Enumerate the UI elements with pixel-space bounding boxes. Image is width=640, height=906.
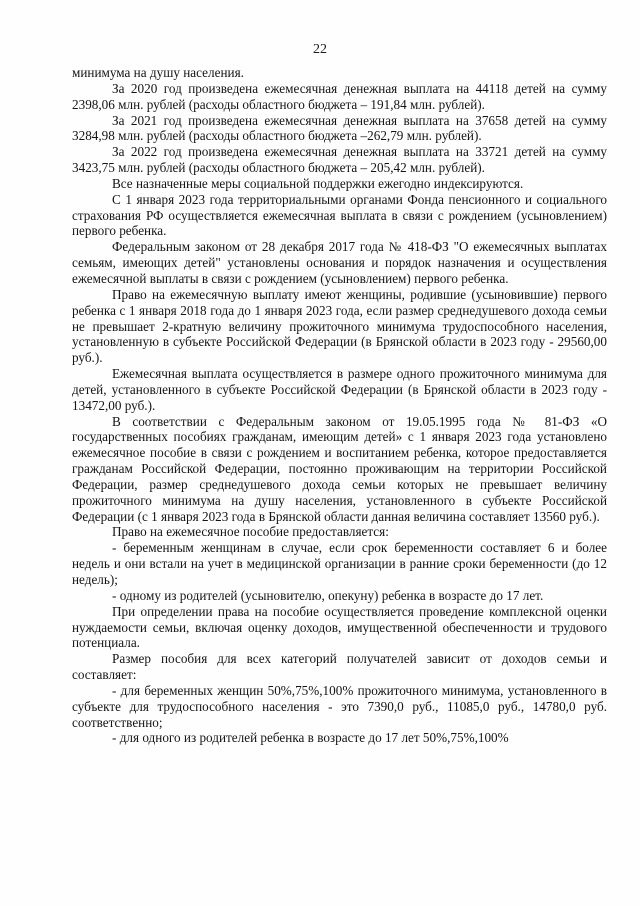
paragraph-2021-payments: За 2021 год произведена ежемесячная денежная выплата на 37658 детей на сумму 3284,98 млн. рублей (расходы областного бюджета –262,79 млн. рублей). <box>72 112 607 144</box>
paragraph-benefit-right: Право на ежемесячное пособие предоставляется: <box>112 524 389 540</box>
page-number: 22 <box>313 42 327 57</box>
paragraph-2022-payments: За 2022 год произведена ежемесячная денежная выплата на 33721 детей на сумму 3423,75 млн. рублей (расходы областного бюджета – 205,42 млн. рублей). <box>72 144 607 176</box>
document-body <box>72 65 607 746</box>
paragraph-benefit-size: Размер пособия для всех категорий получателей зависит от доходов семьи и составляет: <box>72 651 607 683</box>
paragraph-continuation: минимума на душу населения. <box>72 65 244 80</box>
paragraph-2020-payments: За 2020 год произведена ежемесячная денежная выплата на 44118 детей на сумму 2398,06 млн. рублей (расходы областного бюджета – 191,84 млн. рублей). <box>72 80 607 112</box>
list-item-pregnant-women: - беременным женщинам в случае, если срок беременности составляет 6 и более недель и они встали на учет в медицинской организации в ранние сроки беременности (до 12 недель); <box>72 540 607 587</box>
paragraph-federal-law-418: Федеральным законом от 28 декабря 2017 года № 418-ФЗ "О ежемесячных выплатах семьям, имеющих детей" установлены основания и порядок назначения и осуществления ежемесячной выплаты в связи с рождением (усыновлением) первого ребенка. <box>72 239 607 286</box>
paragraph-first-child-payment: С 1 января 2023 года территориальными органами Фонда пенсионного и социального страхования РФ осуществляется ежемесячная выплата в связи с рождением (усыновлением) первого ребенка. <box>72 191 607 239</box>
paragraph-eligibility: Право на ежемесячную выплату имеют женщины, родившие (усыновившие) первого ребенка с 1 января 2018 года до 1 января 2023 года, если размер среднедушевого дохода семьи не превышает 2-кратную величину прожиточного минимума трудоспособного населения, установленную в субъекте Российской Федерации (в Брянской области в 2023 году - 29560,00 руб.). <box>72 286 607 366</box>
list-item-parents: - одному из родителей (усыновителю, опекуну) ребенка в возрасте до 17 лет. <box>112 587 544 603</box>
list-item-pregnant-amounts: - для беременных женщин 50%,75%,100% прожиточного минимума, установленного в субъекте для трудоспособного населения - это 7390,0 руб., 11085,0 руб., 14780,0 руб. соответственно; <box>72 682 607 730</box>
paragraph-payment-amount: Ежемесячная выплата осуществляется в размере одного прожиточного минимума для детей, установленного в субъекте Российской Федерации (в Брянской области в 2023 году - 13472,00 руб.). <box>72 366 607 413</box>
paragraph-indexation: Все назначенные меры социальной поддержки ежегодно индексируются. <box>112 175 524 191</box>
list-item-parent-amounts: - для одного из родителей ребенка в возрасте до 17 лет 50%,75%,100% <box>112 730 509 746</box>
paragraph-assessment: При определении права на пособие осуществляется проведение комплексной оценки нуждаемости семьи, включая оценку доходов, имущественной обеспеченности и трудового потенциала. <box>72 603 607 651</box>
paragraph-federal-law-81: В соответствии с Федеральным законом от 19.05.1995 года № 81-ФЗ «О государственных пособиях гражданам, имеющим детей» с 1 января 2023 года установлено ежемесячное пособие в связи с рождением и воспитанием ребенка, которое предоставляется гражданам Российской Федерации, постоянно проживающим на территории Российской Федерации, размер среднедушевого дохода семьи которых не превышает величину прожиточного минимума на душу населения, установленного в субъекте Российской Федерации (с 1 января 2023 года в Брянской области данная величина составляет 13560 руб.). <box>72 413 607 524</box>
